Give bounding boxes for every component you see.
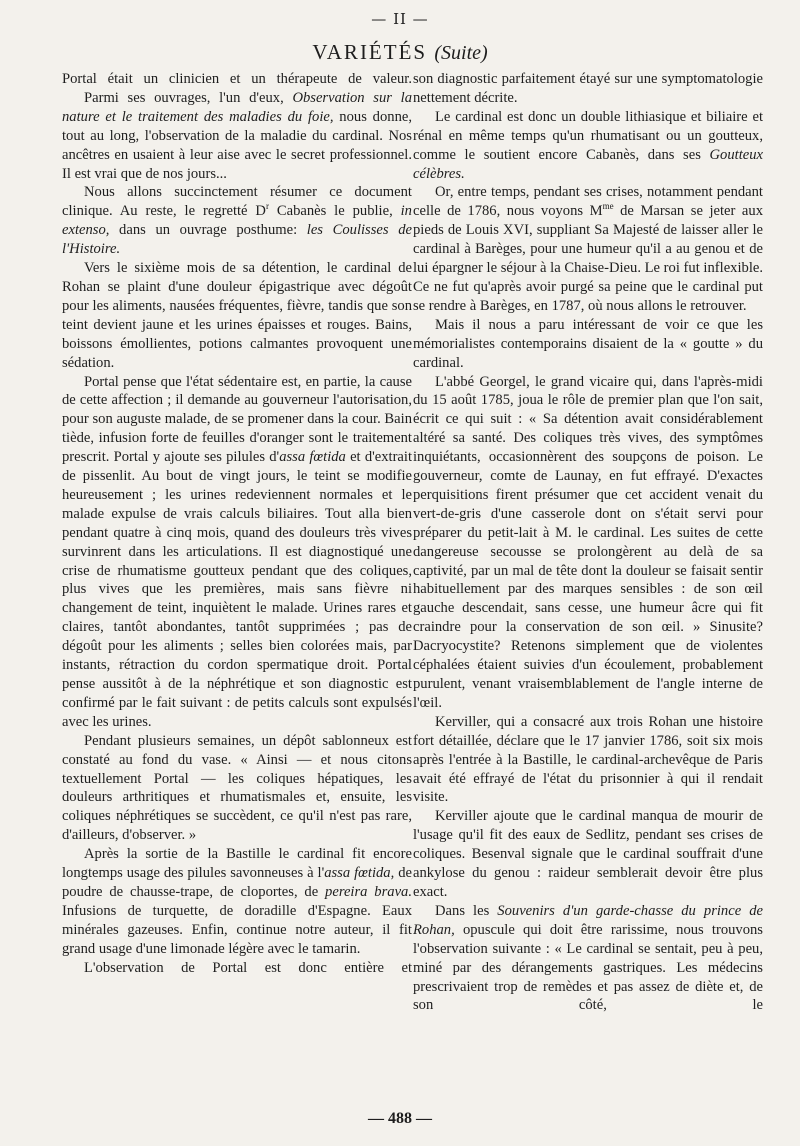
text-run: Parmi ses ouvrages, l'un d'eux,: [84, 89, 293, 106]
text-run: Le cardinal est donc un double lithiasique et biliaire et rénal en même temps qu'un rhumatisant ou un goutteux, comme le soutient encore Cabanès, dans ses: [413, 108, 763, 163]
text-run: dans un ouvrage posthume:: [109, 222, 307, 239]
paragraph: L'observation de Portal est donc entière et: [84, 959, 412, 976]
book-title: les Coulisses de l'Histoire.: [62, 222, 412, 258]
paragraph: [413, 108, 763, 184]
section-title-suite: (Suite): [434, 42, 488, 64]
paragraph: Portal était un clinicien et un thérapeute de valeur.: [62, 71, 412, 87]
paragraph: L'abbé Georgel, le grand vicaire qui, dans l'après-midi du 15 août 1785, joua le rôle de premier plan que l'on sait, écrit ce qui suit : « Sa détention avait considérablement altéré sa santé. Des coliques très vives, des symptômes inquiétants, occasionnèrent des soupçons de poison. Le gouverneur, comte de Launay, en fut effrayé. D'exactes perquisitions firent présumer que cet accident venait du vert-de-gris d'une casserole dont on s'était servi pour préparer du petit-lait à M. le cardinal. Les suites de cette dangereuse secousse se prolongèrent au delà de sa captivité, par un mal de tête dont la douleur se faisait sentir habituellement par des marques sensibles : de son œil gauche descendait, sans cesse, une humeur âcre qui fit craindre pour la conservation de son œil. » Sinusite? Dacryocystite? Retenons simplement que de violentes céphalées étaient suivies d'un écoulement, probablement purulent, venant vraisemblablement de l'angle interne de l'œil.: [413, 373, 763, 711]
text-run: Portal pense que l'état sédentaire est, en partie, la cause de cette affection ; il demande au gouverneur l'autorisation, pour son auguste malade, de se promener dans la cour. Bain tiède, infusion forte de feuilles d'oranger sont le traitement prescrit. Portal y ajoute ses pilules d': [62, 373, 412, 466]
running-head-roman: — II —: [371, 10, 429, 28]
text-run: Dans les: [435, 902, 498, 919]
text-run: Après la sortie de la Bastille le cardinal fit encore longtemps usage des pilules savonneuses à l': [62, 846, 412, 882]
paragraph: Mais il nous a paru intéressant de voir ce que les mémorialistes contemporains disaient de la « goutte » du cardinal.: [413, 316, 763, 371]
section-title: [0, 40, 800, 65]
drug-name: assa fœtida: [279, 449, 346, 466]
superscript: r: [265, 201, 269, 212]
right-column: [413, 70, 763, 1015]
text-run: et d'extrait de pissenlit. Au bout de vingt jours, le teint se modifie heureusement ; les urines redeviennent normales et le malade expulse de vrais calculs biliaires. Tout alla bien pendant quatre à cinq mois, quand des douleurs très vives survinrent dans les articulations. Il est diagnostiqué une crise de rhumatisme goutteux pendant que des coliques, plus vives que les premières, mais sans fièvre ni changement de teint, inquiètent le malade. Urines rares et claires, tantôt abondantes, tantôt supprimées ; pas de dégoût pour les aliments ; selles bien colorées mais, par instants, rétraction du cordon spermatique droit. Portal pense aussitôt à de la néphrétique et son diagnostic est confirmé par le fait suivant : de petits calculs sont expulsés avec les urines.: [62, 449, 413, 730]
latin-phrase: in extenso,: [62, 203, 412, 239]
book-title: Observation sur la nature et le traitement des maladies du foie,: [62, 89, 412, 125]
text-run: nous donne, tout au long, l'observation de la maladie du cardinal. Nos ancêtres en usaient à leur aise avec le secret professionnel. Il est vrai que de nos jours...: [62, 108, 412, 182]
paragraph: Pendant plusieurs semaines, un dépôt sablonneux est constaté au fond du vase. « Ainsi — et nous citons textuellement Portal — les coliques hépatiques, les douleurs arthritiques et rhumatismales et, ensuite, les coliques néphrétiques se succèdent, ce qu'il n'est pas rare, d'ailleurs, d'observer. »: [62, 732, 412, 844]
paragraph: [413, 902, 763, 1015]
text-run: Cabanès le publie,: [268, 203, 401, 220]
paragraph: [413, 183, 763, 315]
paragraph: son diagnostic parfaitement étayé sur une symptomatologie nettement décrite.: [413, 71, 763, 106]
text-run: opuscule qui doit être rarissime, nous trouvons l'observation suivante : « Le cardinal se sentait, peu à peu, miné par des dérangements gastriques. Les médecins prescrivaient trop de remèdes et pas assez de diète et, de son côté, le: [413, 921, 763, 1014]
paragraph: [62, 89, 412, 184]
paragraph: Kerviller ajoute que le cardinal manqua de mourir de l'usage qu'il fit des eaux de Sedlitz, pendant ses crises de coliques. Besenval signale que le cardinal souffrait d'une ankylose du genou : raideur semblerait devoir être plus exact.: [413, 808, 763, 900]
book-title: Goutteux célèbres.: [413, 146, 763, 182]
paragraph: Vers le sixième mois de sa détention, le cardinal de Rohan se plaint d'une douleur épigastrique avec dégoût pour les aliments, nausées fréquentes, fièvre, tandis que son teint devient jaune et les urines épaisses et rouges. Bains, boissons émollientes, potions calmantes provoquent une sédation.: [62, 260, 412, 371]
section-title-main: VARIÉTÉS: [312, 40, 428, 64]
book-title: Souvenirs d'un garde-chasse du prince de Rohan,: [413, 902, 763, 938]
page-number: — 488 —: [368, 1110, 432, 1127]
text-run: de Marsan se jeter aux pieds de Louis XVI, suppliant Sa Majesté de laisser aller le cardinal à Barèges, pour une humeur qu'il a au genou et de lui épargner le séjour à la Chaise-Dieu. Le roi fut inflexible. Ce ne fut qu'après avoir purgé sa peine que le cardinal put se rendre à Barèges, en 1787, où nous allons le retrouver.: [413, 203, 764, 314]
paragraph: [62, 373, 412, 732]
superscript: me: [602, 201, 614, 212]
drug-name: pereira brava.: [325, 883, 412, 900]
left-column: [62, 70, 412, 978]
drug-name: assa fœtida,: [324, 865, 395, 882]
text-run: Nous allons succinctement résumer ce document clinique. Au reste, le regretté D: [62, 184, 412, 220]
text-run: de poudre de chausse-trape, de cloportes, de: [62, 865, 412, 900]
paragraph: [62, 183, 412, 259]
paragraph: [62, 845, 412, 958]
text-run: Or, entre temps, pendant ses crises, notamment pendant celle de 1786, nous voyons M: [413, 184, 763, 220]
paragraph: Kerviller, qui a consacré aux trois Rohan une histoire fort détaillée, déclare que le 17 janvier 1786, soit six mois après l'entrée à la Bastille, le cardinal-archevêque de Paris avait été effrayé de l'état du prisonnier à qui il rendait visite.: [413, 713, 763, 806]
text-run: Infusions de turquette, de doradille d'Espagne. Eaux minérales gazeuses. Enfin, continue notre auteur, il fit grand usage d'une limonade légère avec le tamarin.: [62, 902, 412, 957]
